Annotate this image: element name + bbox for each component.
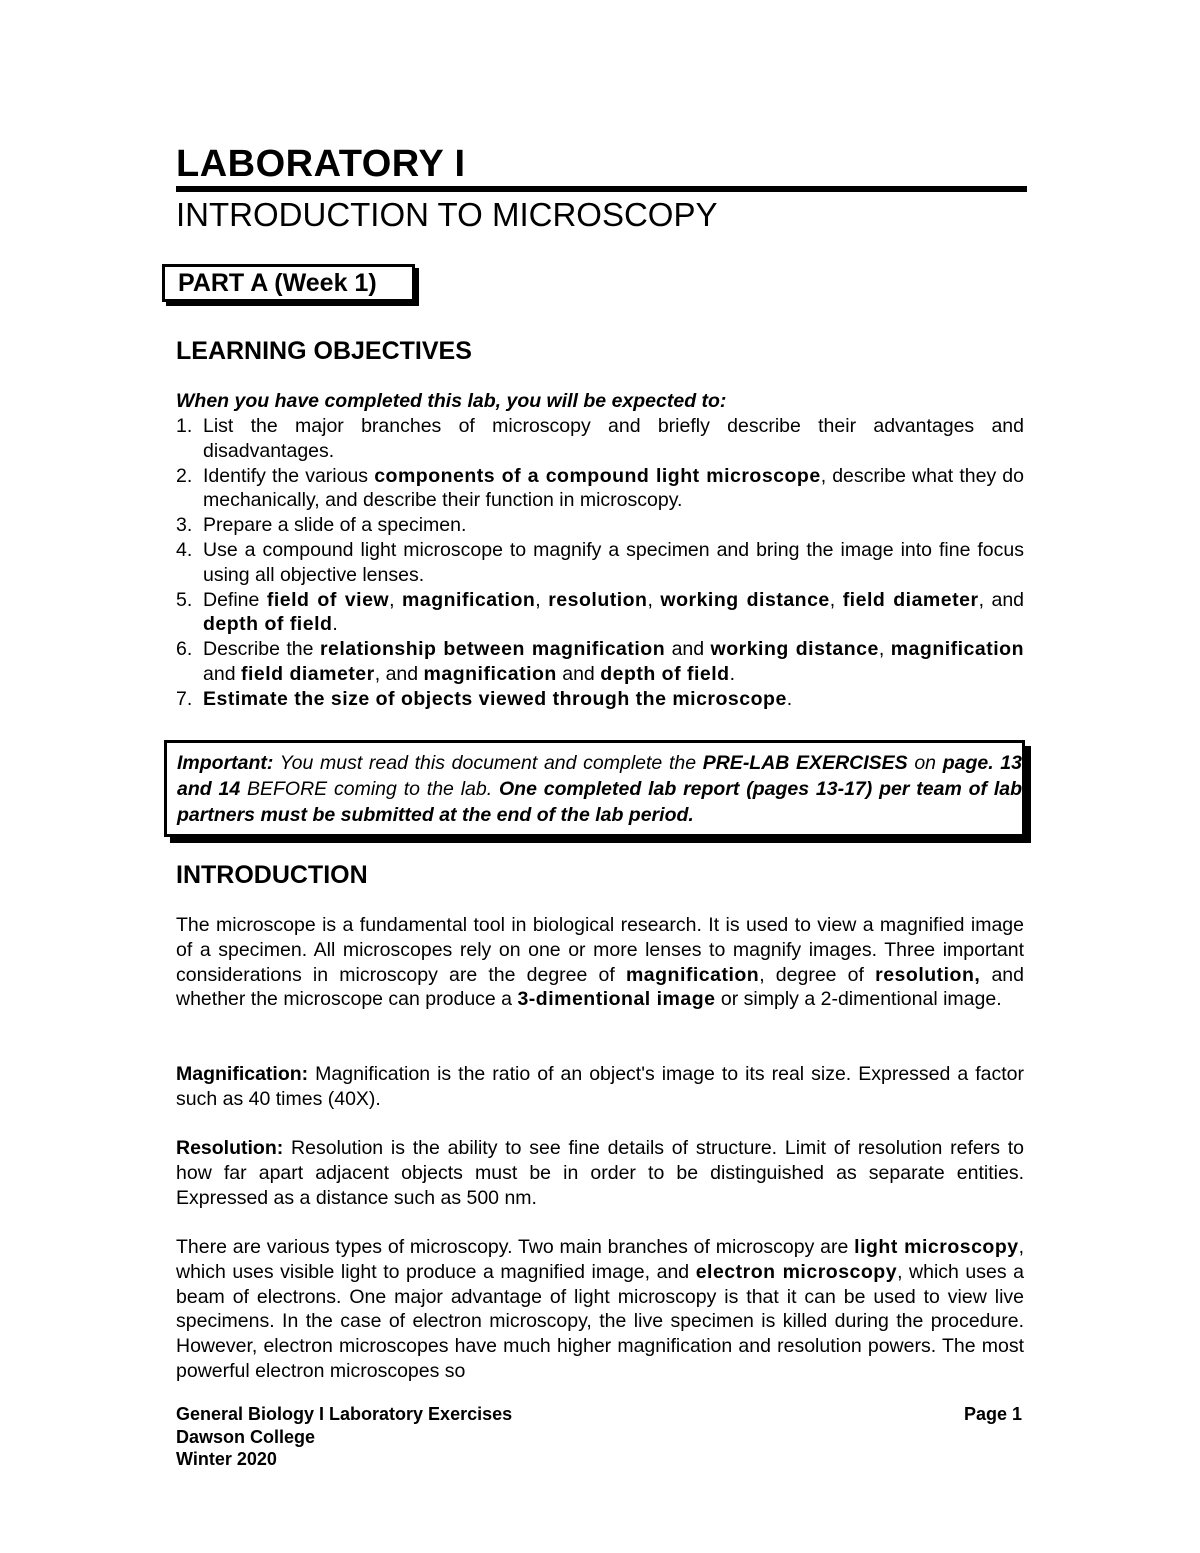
objective-number: 7. bbox=[176, 687, 193, 710]
objective-number: 2. bbox=[176, 464, 193, 487]
microscopy-types-paragraph bbox=[176, 1235, 1024, 1384]
magnification-definition bbox=[176, 1062, 1024, 1112]
lab-subtitle: INTRODUCTION TO MICROSCOPY bbox=[176, 196, 718, 233]
objective-text: , bbox=[647, 588, 661, 611]
objective-bold-text: magnification bbox=[890, 638, 1024, 661]
learning-objectives-heading: LEARNING OBJECTIVES bbox=[176, 337, 472, 365]
objective-item bbox=[176, 464, 1024, 514]
important-label: Important: bbox=[177, 752, 274, 774]
objective-text: and bbox=[665, 638, 711, 661]
objective-text: and bbox=[556, 662, 601, 685]
objective-bold-text: relationship between magnification bbox=[319, 638, 666, 661]
paragraph-text: , degree of bbox=[759, 963, 876, 986]
objective-bold-text: magnification bbox=[402, 588, 536, 611]
footer-college: Dawson College bbox=[176, 1426, 316, 1447]
objective-item bbox=[176, 637, 1024, 687]
intro-paragraph bbox=[176, 913, 1024, 1012]
objectives-intro: When you have completed this lab, you will be expected to: bbox=[176, 390, 727, 412]
objective-text: Identify the various bbox=[203, 464, 375, 487]
paragraph-text: or simply a 2-dimentional image. bbox=[715, 988, 1002, 1011]
footer-course: General Biology I Laboratory Exercises bbox=[176, 1404, 513, 1424]
objective-text: , bbox=[878, 638, 891, 661]
objective-bold-text: field diameter bbox=[240, 662, 375, 685]
objective-item bbox=[176, 588, 1024, 638]
paragraph-bold-text: resolution, bbox=[875, 963, 981, 986]
objective-number: 4. bbox=[176, 538, 193, 561]
paragraph-bold-text: magnification bbox=[625, 963, 760, 986]
objective-text: , describe what they do mechanically, and describe their function in microscopy. bbox=[203, 464, 1024, 512]
objective-text: , and bbox=[374, 662, 424, 685]
paragraph-text: , which uses a beam of electrons. One major advantage of light microscopy is that it can be used to view live specimens. In the case of electron microscopy, the live specimen is killed during the procedure. However, electron microscopes have much higher magnification and resolution powers. The most powerful electron microscopes so bbox=[176, 1260, 1025, 1382]
objectives-list bbox=[176, 414, 1024, 712]
objective-text: and bbox=[203, 662, 241, 685]
objective-item bbox=[176, 687, 1024, 712]
definition-label: Resolution: bbox=[176, 1137, 284, 1159]
lab-title: LABORATORY I bbox=[176, 143, 466, 185]
definition-label: Magnification: bbox=[176, 1063, 309, 1085]
objective-bold-text: working distance bbox=[660, 588, 830, 611]
footer-page-number: Page 1 bbox=[963, 1404, 1022, 1424]
objective-bold-text: resolution bbox=[548, 588, 648, 611]
objective-number: 6. bbox=[176, 638, 193, 661]
objective-text: , bbox=[829, 588, 843, 611]
paragraph-text: and whether the microscope can produce a bbox=[176, 963, 1024, 1011]
objective-text: . bbox=[786, 687, 793, 710]
paragraph-text: , which uses visible light to produce a magnified image, and bbox=[176, 1236, 1025, 1283]
notice-text: You must read this document and complete the bbox=[273, 752, 703, 774]
notice-bold-text: One completed lab report (pages 13-17) per team of lab partners must be submitted at the end of the lab period. bbox=[177, 778, 1023, 826]
important-notice-text bbox=[177, 750, 1022, 828]
notice-bold-text: page. 13 and 14 bbox=[177, 752, 1022, 800]
paragraph-text: The microscope is a fundamental tool in biological research. It is used to view a magnified image of a specimen. All microscopes rely on one or more lenses to magnify images. Three important considerations in microscopy are the degree of bbox=[176, 914, 1024, 986]
objective-bold-text: components of a compound light microscope bbox=[374, 464, 821, 487]
page-footer bbox=[176, 1403, 1024, 1471]
footer-term: Winter 2020 bbox=[176, 1449, 277, 1469]
objective-bold-text: magnification bbox=[423, 662, 557, 685]
objective-number: 3. bbox=[176, 514, 193, 537]
title-rule bbox=[176, 186, 1027, 192]
objective-number: 1. bbox=[176, 415, 193, 437]
objective-bold-text: Estimate the size of objects viewed through the microscope bbox=[203, 687, 787, 710]
objective-text: , bbox=[389, 588, 403, 611]
objective-text: , and bbox=[978, 588, 1025, 611]
objective-item bbox=[176, 414, 1024, 464]
objective-item bbox=[176, 538, 1024, 588]
objective-text: Use a compound light microscope to magnify a specimen and bring the image into fine focus using all objective lenses. bbox=[203, 538, 1024, 586]
notice-bold-text: PRE-LAB EXERCISES bbox=[702, 752, 908, 774]
paragraph-bold-text: electron microscopy bbox=[695, 1260, 898, 1283]
paragraph-bold-text: 3-dimentional image bbox=[517, 988, 716, 1011]
definition-text: Resolution is the ability to see fine details of structure. Limit of resolution refers to how far apart adjacent objects must be in order to be distinguished as separate entities. Expressed as a distance such as 500 nm. bbox=[176, 1137, 1024, 1209]
objective-item bbox=[176, 513, 1024, 538]
important-notice-box bbox=[164, 740, 1025, 837]
objective-bold-text: depth of field bbox=[203, 613, 333, 636]
notice-text: on bbox=[907, 752, 943, 774]
paragraph-bold-text: light microscopy bbox=[854, 1236, 1019, 1258]
objective-number: 5. bbox=[176, 588, 193, 611]
objective-text: Prepare a slide of a specimen. bbox=[203, 514, 467, 537]
objective-text: , bbox=[535, 588, 549, 611]
introduction-heading: INTRODUCTION bbox=[176, 861, 368, 889]
notice-text: BEFORE coming to the lab. bbox=[240, 778, 499, 800]
objective-text: Describe the bbox=[203, 638, 320, 661]
objective-text: . bbox=[332, 613, 338, 636]
paragraph-text: There are various types of microscopy. Two main branches of microscopy are bbox=[176, 1236, 855, 1258]
resolution-definition bbox=[176, 1136, 1024, 1210]
objective-bold-text: field diameter bbox=[842, 588, 979, 611]
part-label-box: PART A (Week 1) bbox=[162, 264, 415, 302]
objective-text: . bbox=[729, 662, 736, 685]
objective-bold-text: field of view bbox=[266, 588, 390, 611]
objective-text: List the major branches of microscopy and briefly describe their advantages and disadvantages. bbox=[203, 415, 1024, 462]
objective-bold-text: working distance bbox=[710, 638, 879, 661]
objective-bold-text: depth of field bbox=[600, 662, 730, 685]
definition-text: Magnification is the ratio of an object's image to its real size. Expressed a factor such as 40 times (40X). bbox=[176, 1063, 1024, 1110]
objective-text: Define bbox=[203, 588, 267, 611]
